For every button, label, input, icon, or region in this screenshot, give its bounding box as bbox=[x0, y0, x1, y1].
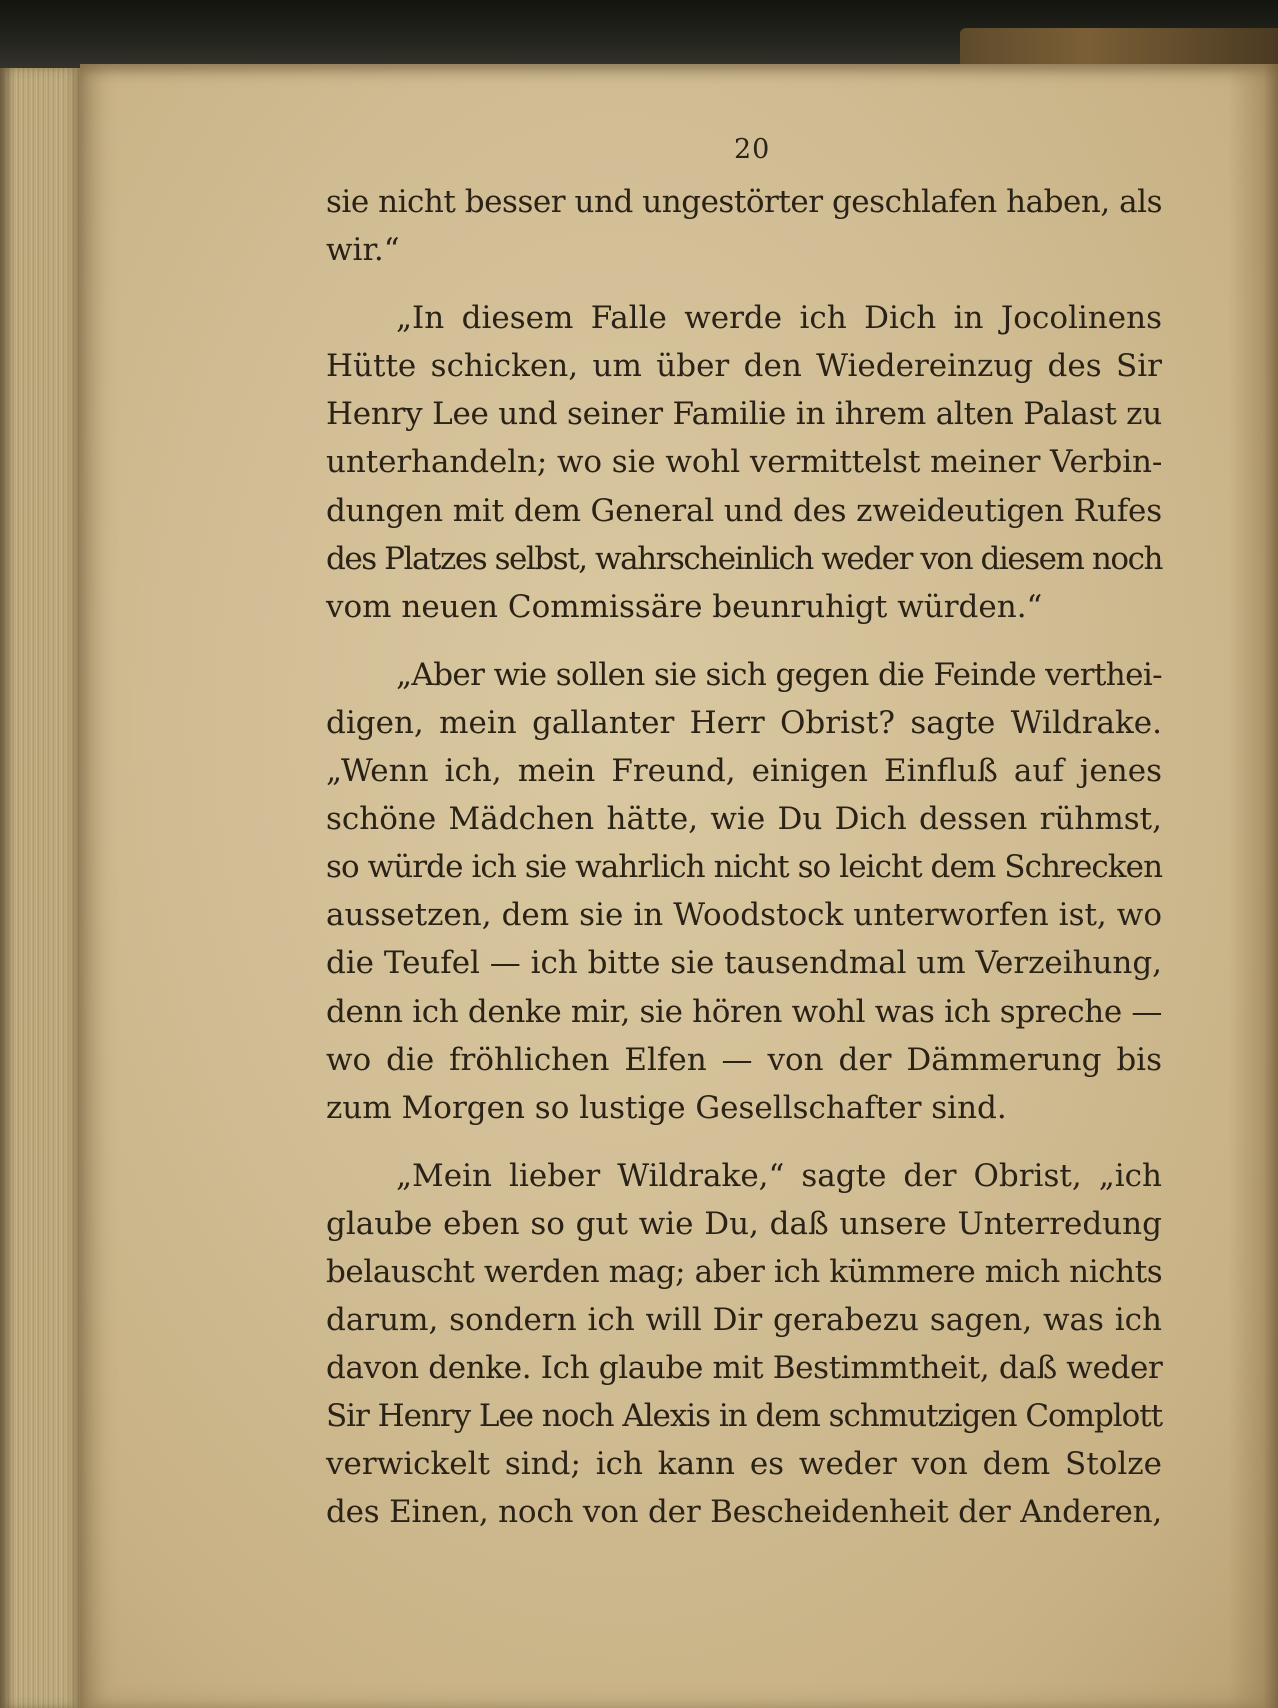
text-line: „Aber wie sollen sie sich gegen die Feinde verthei- bbox=[396, 656, 1162, 693]
text-line: des Einen, noch von der Bescheidenheit der Anderen, bbox=[326, 1494, 1162, 1531]
text-line: glaube eben so gut wie Du, daß unsere Unterredung bbox=[326, 1205, 1162, 1242]
text-line: „Wenn ich, mein Freund, einigen Einfluß auf jenes bbox=[326, 753, 1162, 790]
page-number: 20 bbox=[734, 134, 771, 165]
text-line: des Platzes selbst, wahrscheinlich weder von diesem noch bbox=[326, 540, 1162, 577]
text-line: Henry Lee und seiner Familie in ihrem alten Palast zu bbox=[326, 396, 1162, 433]
text-line: „In diesem Falle werde ich Dich in Jocolinens bbox=[396, 300, 1162, 337]
text-line: darum, sondern ich will Dir gerabezu sagen, was ich bbox=[326, 1302, 1162, 1339]
text-line: vom neuen Commissäre beunruhigt würden.“ bbox=[326, 588, 1043, 625]
text-line: zum Morgen so lustige Gesellschafter sind. bbox=[326, 1089, 1007, 1126]
text-line: denn ich denke mir, sie hören wohl was ich spreche — bbox=[326, 993, 1162, 1030]
text-line: digen, mein gallanter Herr Obrist? sagte Wildrake. bbox=[326, 704, 1162, 741]
text-line: wir.“ bbox=[326, 232, 400, 269]
page-gutter-shadow bbox=[1228, 64, 1278, 1708]
text-line: sie nicht besser und ungestörter geschlafen haben, als bbox=[326, 184, 1162, 220]
text-line: unterhandeln; wo sie wohl vermittelst meiner Verbin- bbox=[326, 444, 1163, 481]
text-line: wo die fröhlichen Elfen — von der Dämmerung bis bbox=[326, 1041, 1162, 1078]
text-line: Hütte schicken, um über den Wiedereinzug des Sir bbox=[326, 348, 1162, 385]
text-line: aussetzen, dem sie in Woodstock unterworfen ist, wo bbox=[326, 897, 1162, 934]
text-line: dungen mit dem General und des zweideutigen Rufes bbox=[326, 492, 1162, 529]
body-text bbox=[326, 178, 1162, 1537]
text-line: belauscht werden mag; aber ich kümmere mich nichts bbox=[326, 1253, 1163, 1290]
text-line: so würde ich sie wahrlich nicht so leicht dem Schrecken bbox=[326, 849, 1163, 886]
text-line: verwickelt sind; ich kann es weder von dem Stolze bbox=[326, 1446, 1162, 1483]
text-line: „Mein lieber Wildrake,“ sagte der Obrist, „ich bbox=[396, 1157, 1162, 1194]
page-stack-edges bbox=[0, 68, 80, 1708]
text-line: davon denke. Ich glaube mit Bestimmtheit, daß weder bbox=[326, 1350, 1163, 1387]
text-line: Sir Henry Lee noch Alexis in dem schmutzigen Complott bbox=[326, 1398, 1162, 1435]
text-line: schöne Mädchen hätte, wie Du Dich dessen rühmst, bbox=[326, 801, 1162, 838]
text-line: die Teufel — ich bitte sie tausendmal um Verzeihung, bbox=[326, 945, 1162, 982]
